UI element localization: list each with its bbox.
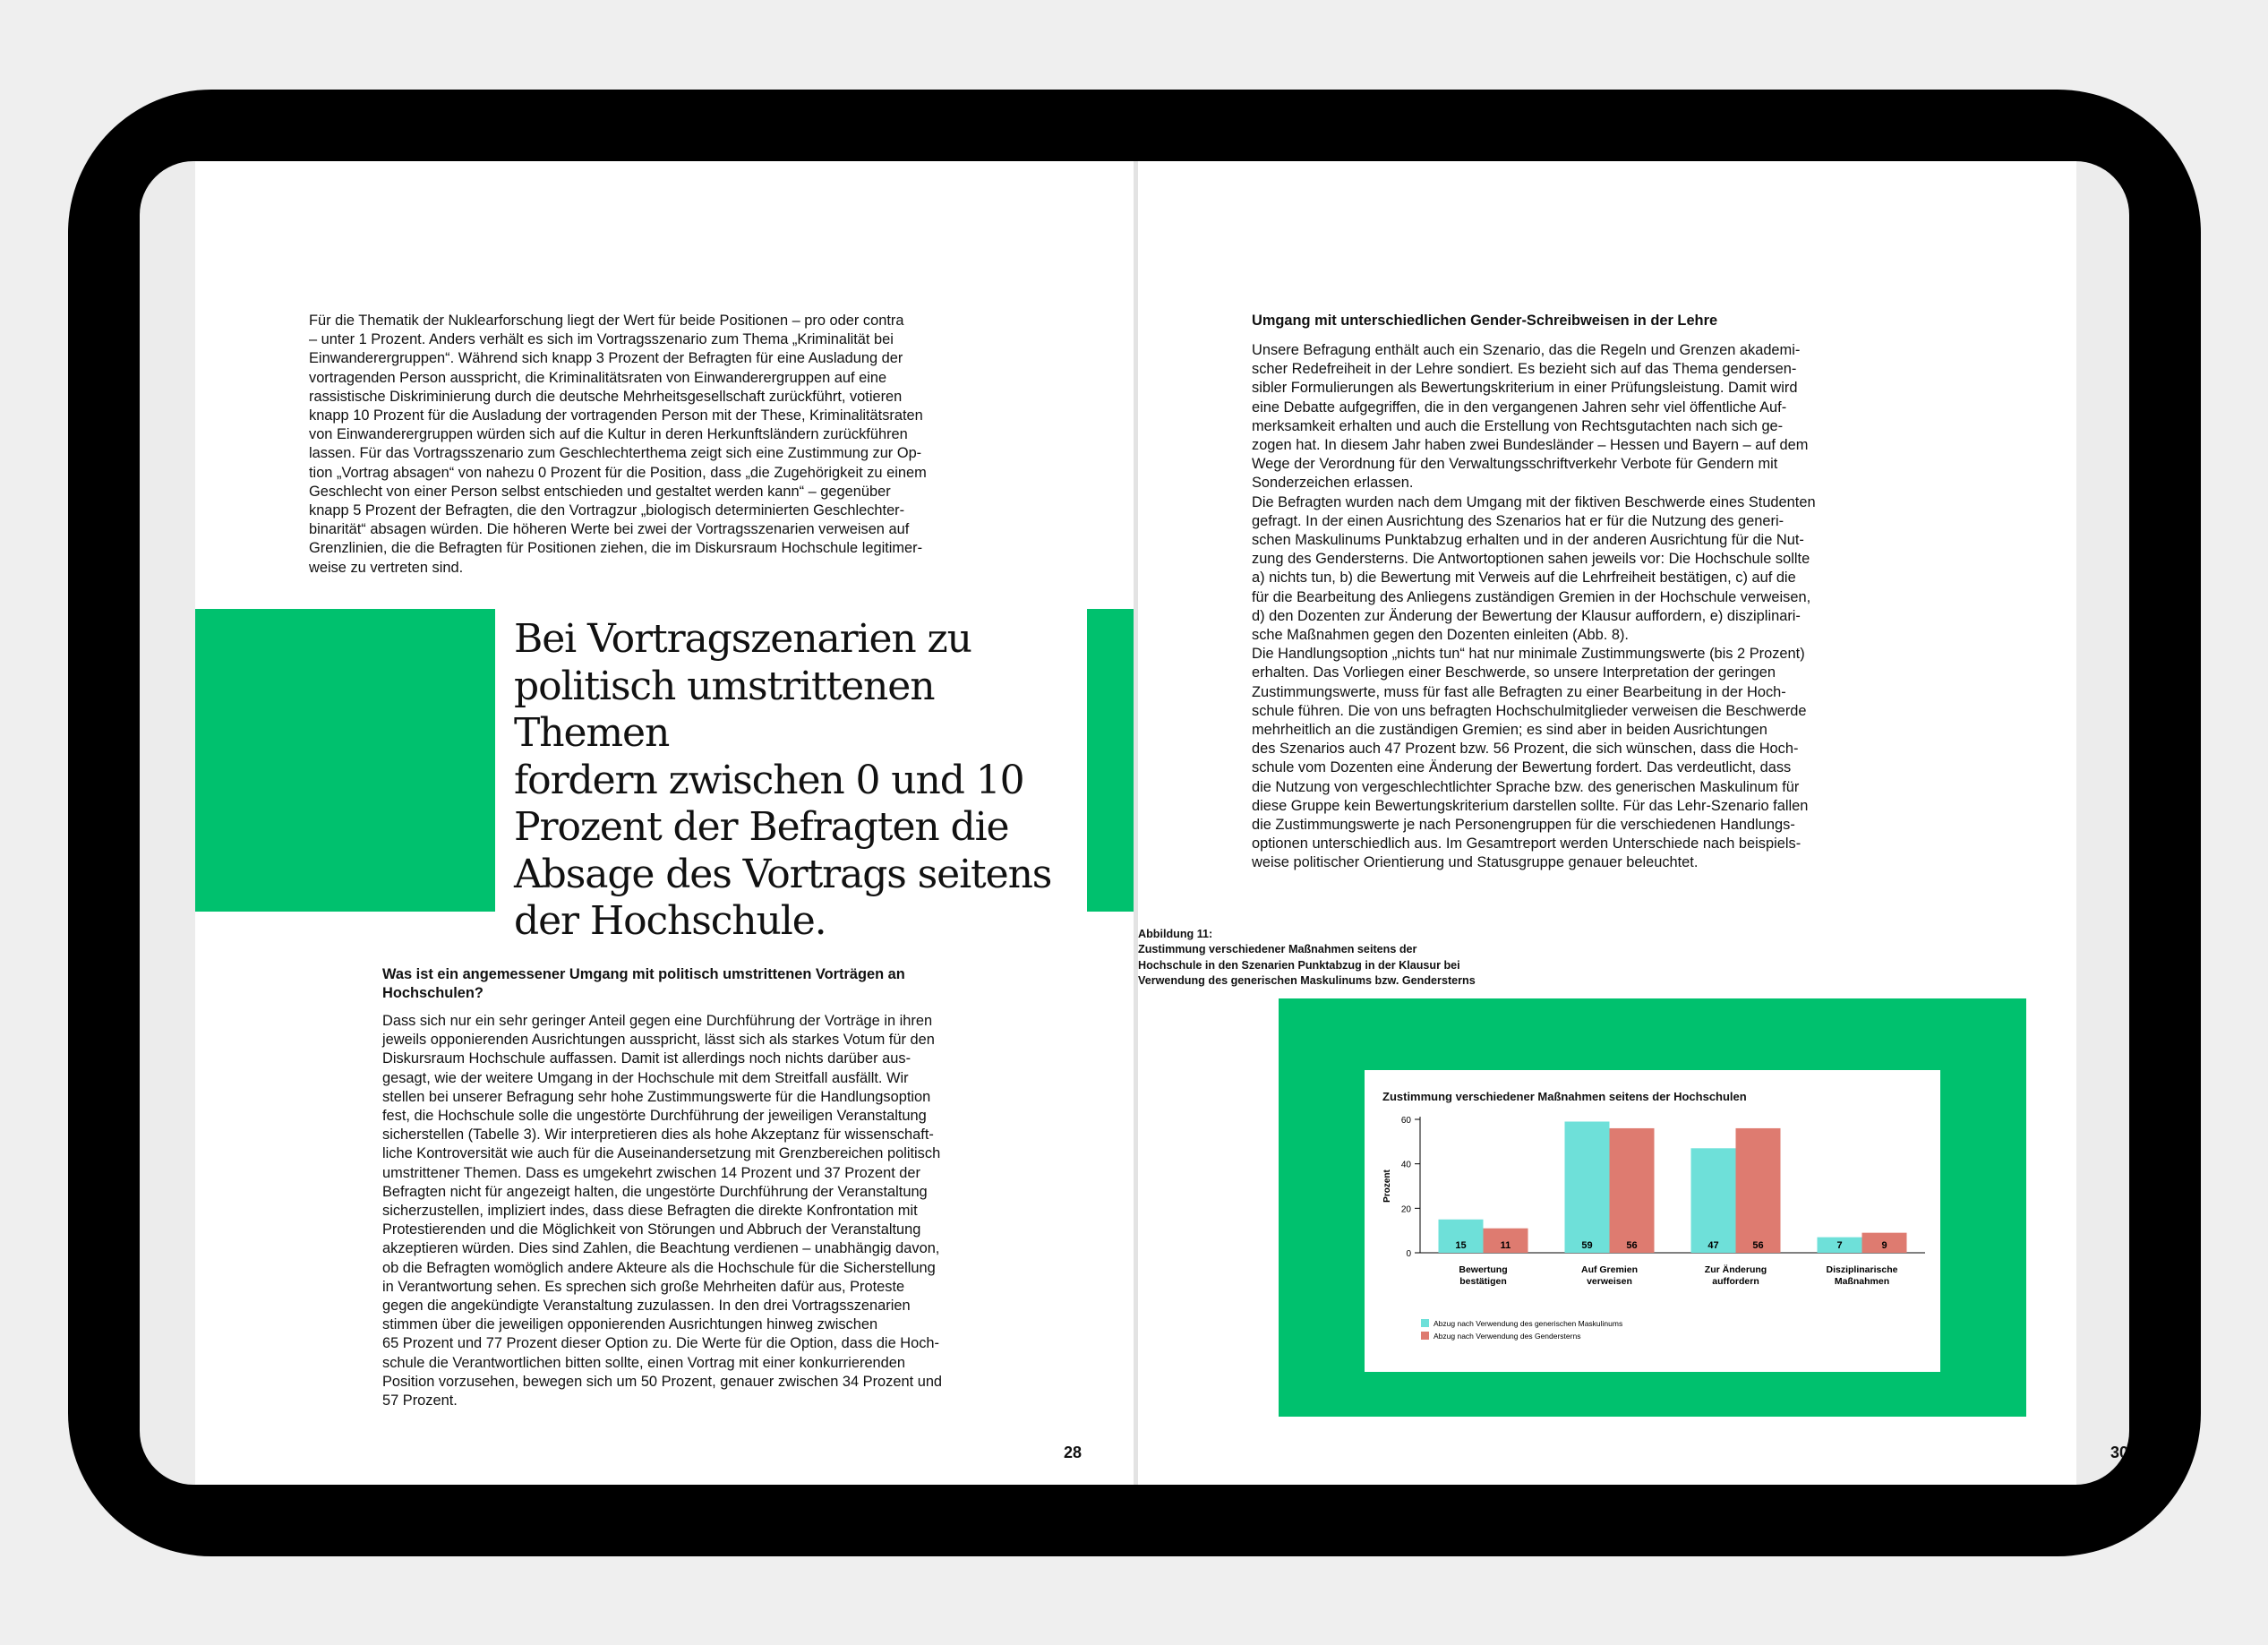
bar-genderstern [1610, 1128, 1655, 1253]
bar-value-label: 11 [1500, 1240, 1511, 1251]
bar-value-label: 15 [1455, 1240, 1467, 1251]
right-section-heading: Umgang mit unterschiedlichen Gender-Schreibweisen in der Lehre [1252, 313, 1718, 329]
x-tick-label: verweisen [1587, 1276, 1632, 1287]
x-tick-label: Disziplinarische [1826, 1264, 1898, 1275]
bar-value-label: 9 [1881, 1240, 1887, 1251]
tablet-screen [140, 161, 2129, 1485]
quote-accent-left [195, 609, 495, 912]
intro-paragraph: Für die Thematik der Nuklearforschung liegt der Wert für beide Positionen – pro oder contra – unter 1 Prozent. Anders verhält es sich im Vortragsszenario zum Thema „Kriminalität bei Einwanderergruppen“. Während sich knapp 3 Prozent der Befragten für eine Ausladung der vortragenden Person ausspricht, die Kriminalitätsraten von Einwanderergruppen auf eine rassistische Diskriminierung durch die deutsche Mehrheitsgesellschaft zurückführt, votieren knapp 10 Prozent für die Ausladung der vortragenden Person mit der These, Kriminalitätsraten von Einwanderergruppen würden sich auf die Kultur in deren Herkunftsländern zurückführen lassen. Für das Vortragsszenario zum Geschlechterthema zeigt sich eine Zustimmung zur Op- tion „Vortrag absagen“ von nahezu 0 Prozent für die Position, dass „die Zugehörigkeit zu einem Geschlecht von einer Person selbst entschieden und gestaltet werden kann“ – gegenüber knapp 5 Prozent der Befragten, die den Vortragzur „biologisch determinierten Geschlechter- binarität“ absagen würden. Die höheren Werte bei zwei der Vortragsszenarien verweisen auf Grenzlinien, die die Befragten für Positionen ziehen, die im Diskursraum Hochschule legitimer- weise zu vertreten sind. [309, 313, 927, 576]
x-tick-label: Bewertung [1459, 1264, 1508, 1275]
bar-value-label: 59 [1581, 1240, 1593, 1251]
bar-value-label: 56 [1752, 1240, 1764, 1251]
x-tick-label: Auf Gremien [1580, 1264, 1639, 1275]
bar-chart [1365, 1070, 1940, 1372]
bar-value-label: 47 [1707, 1240, 1719, 1251]
y-axis-label: Prozent [1382, 1169, 1392, 1203]
left-page [195, 161, 1134, 1485]
y-tick-label: 60 [1400, 1116, 1411, 1126]
pull-quote: Bei Vortragszenarien zu politisch umstrittenen Themen fordern zwischen 0 und 10 Prozent der Befragten die Absage des Vortrags seitens der Hochschule. [514, 616, 1052, 944]
bar-genderstern [1736, 1128, 1781, 1253]
y-tick-label: 0 [1406, 1249, 1411, 1259]
legend-label: Abzug nach Verwendung des Gendersterns [1434, 1332, 1581, 1341]
right-section-paragraph: Unsere Befragung enthält auch ein Szenario, das die Regeln und Grenzen akademi- scher Redefreiheit in der Lehre sondiert. Es bezieht sich auf das Thema gendersen- sibler Formulierungen als Bewertungskriterium in einer Prüfungsleistung. Damit wird eine Debatte aufgegriffen, die in den vergangenen Jahren sehr viel öffentliche Auf- merksamkeit erhalten und auch die Erstellung von Rechtsgutachten nach sich ge- zogen hat. In diesem Jahr haben zwei Bundesländer – Hessen und Bayern – auf dem Wege der Verordnung für den Verwaltungsschriftverkehr Verbote für Gendern mit Sonderzeichen erlassen. Die Befragten wurden nach dem Umgang mit der fiktiven Beschwerde eines Studenten gefragt. In der einen Ausrichtung des Szenarios hat er für die Nutzung des generi- schen Maskulinums Punktabzug erhalten und in der anderen Ausrichtung für die Nut- zung des Gendersterns. Die Antwortoptionen sahen jeweils vor: Die Hochschule sollte a) nichts tun, b) die Bewertung mit Verweis auf die Lehrfreiheit bestätigen, c) auf die für die Bearbeitung des Anliegens zuständigen Gremien in der Hochschule verweisen, d) den Dozenten zur Änderung der Bewertung der Klausur auffordern, e) disziplinari- sche Maßnahmen gegen den Dozenten einleiten (Abb. 8). Die Handlungsoption „nichts tun“ hat nur minimale Zustimmungswerte (bis 2 Prozent) erhalten. Das Vorliegen einer Beschwerde, so unsere Interpretation der geringen Zustimmungswerte, muss für fast alle Befragten zu einer Bearbeitung in der Hoch- schule führen. Die von uns befragten Hochschulmitglieder verweisen die Beschwerde mehrheitlich an die zuständigen Gremien; es sind aber in beiden Ausrichtungen des Szenarios auch 47 Prozent bzw. 56 Prozent, die sich wünschen, dass die Hoch- schule vom Dozenten eine Änderung der Bewertung fordert. Das verdeutlicht, dass die Nutzung von vergeschlechtlichter Sprache bzw. des generischen Maskulinum für diese Gruppe kein Bewertungskriterium darstellen sollte. Für das Lehr-Szenario fallen die Zustimmungswerte je nach Personengruppen für die verschiedenen Handlungs- optionen unterschiedlich aus. Im Gesamtreport werden Unterschiede nach beispiels- weise politischer Orientierung und Statusgruppe genauer beleuchtet. [1252, 342, 1816, 871]
x-tick-label: Zur Änderung [1704, 1264, 1767, 1275]
figure-background [1279, 998, 2026, 1417]
figure-caption [1138, 911, 1476, 990]
x-tick-label: bestätigen [1459, 1276, 1507, 1287]
bar-maskulinum [1565, 1121, 1610, 1253]
chart-title: Zustimmung verschiedener Maßnahmen seitens der Hochschulen [1382, 1090, 1747, 1103]
bar-maskulinum [1691, 1148, 1736, 1253]
right-page [1138, 161, 2129, 1485]
legend-swatch [1421, 1319, 1429, 1327]
legend-swatch [1421, 1332, 1429, 1340]
chart-card [1365, 1070, 1940, 1372]
section-paragraph: Dass sich nur ein sehr geringer Anteil gegen eine Durchführung der Vorträge in ihren jeweils opponierenden Ausrichtungen ausspricht, lässt sich als starkes Votum für den Diskursraum Hochschule auffassen. Damit ist allerdings noch nichts darüber aus- gesagt, wie der weitere Umgang in der Hochschule mit dem Streitfall ausfällt. Wir stellen bei unserer Befragung sehr hohe Zustimmungswerte für die Handlungsoption fest, die Hochschule solle die ungestörte Durchführung der jeweiligen Veranstaltung sicherstellen (Tabelle 3). Wir interpretieren dies als hohe Akzeptanz für wissenschaft- liche Kontroversität wie auch für die Auseinandersetzung mit Grenzbereichen politisch umstrittener Themen. Dass es umgekehrt zwischen 14 Prozent und 37 Prozent der Befragten nicht für angezeigt halten, die ungestörte Durchführung der Veranstaltung sicherzustellen, impliziert indes, dass diese Befragten die direkte Konfrontation mit Protestierenden und die Möglichkeit von Störungen und Abbruch der Veranstaltung akzeptieren würden. Dies sind Zahlen, die Beachtung verdienen – unabhängig davon, ob die Befragten womöglich andere Akteure als die Hochschule für die Sicherstellung in Verantwortung sehen. Es sprechen sich große Mehrheiten dafür aus, Proteste gegen die angekündigte Veranstaltung zuzulassen. In den drei Vortragsszenarien stimmen über die jeweiligen opponierenden Ausrichtungen hinweg zwischen 65 Prozent und 77 Prozent dieser Option zu. Die Werte für die Option, dass die Hoch- schule die Verantwortlichen bitten sollte, einen Vortrag mit einer konkurrierenden Position vorzusehen, bewegen sich um 50 Prozent, genauer zwischen 34 Prozent und 57 Prozent. [382, 1013, 943, 1409]
y-tick-label: 20 [1400, 1204, 1411, 1215]
bar-value-label: 7 [1836, 1240, 1843, 1251]
section-heading: Was ist ein angemessener Umgang mit politisch umstrittenen Vorträgen an Hochschulen? [382, 966, 905, 1002]
x-tick-label: Maßnahmen [1834, 1276, 1890, 1287]
quote-accent-right [1087, 609, 1134, 912]
page-number-left: 28 [1064, 1444, 1083, 1461]
bar-value-label: 56 [1626, 1240, 1638, 1251]
y-tick-label: 40 [1400, 1160, 1411, 1170]
figure-caption-text: Abbildung 11: Zustimmung verschiedener Maßnahmen seitens der Hochschule in den Szenarien Punktabzug in der Klausur bei Verwendung des generischen Maskulinums bzw. Gendersterns [1138, 927, 1476, 987]
x-tick-label: auffordern [1712, 1276, 1759, 1287]
page-number-right: 30 [2110, 1444, 2129, 1461]
legend-label: Abzug nach Verwendung des generischen Maskulinums [1434, 1319, 1623, 1328]
